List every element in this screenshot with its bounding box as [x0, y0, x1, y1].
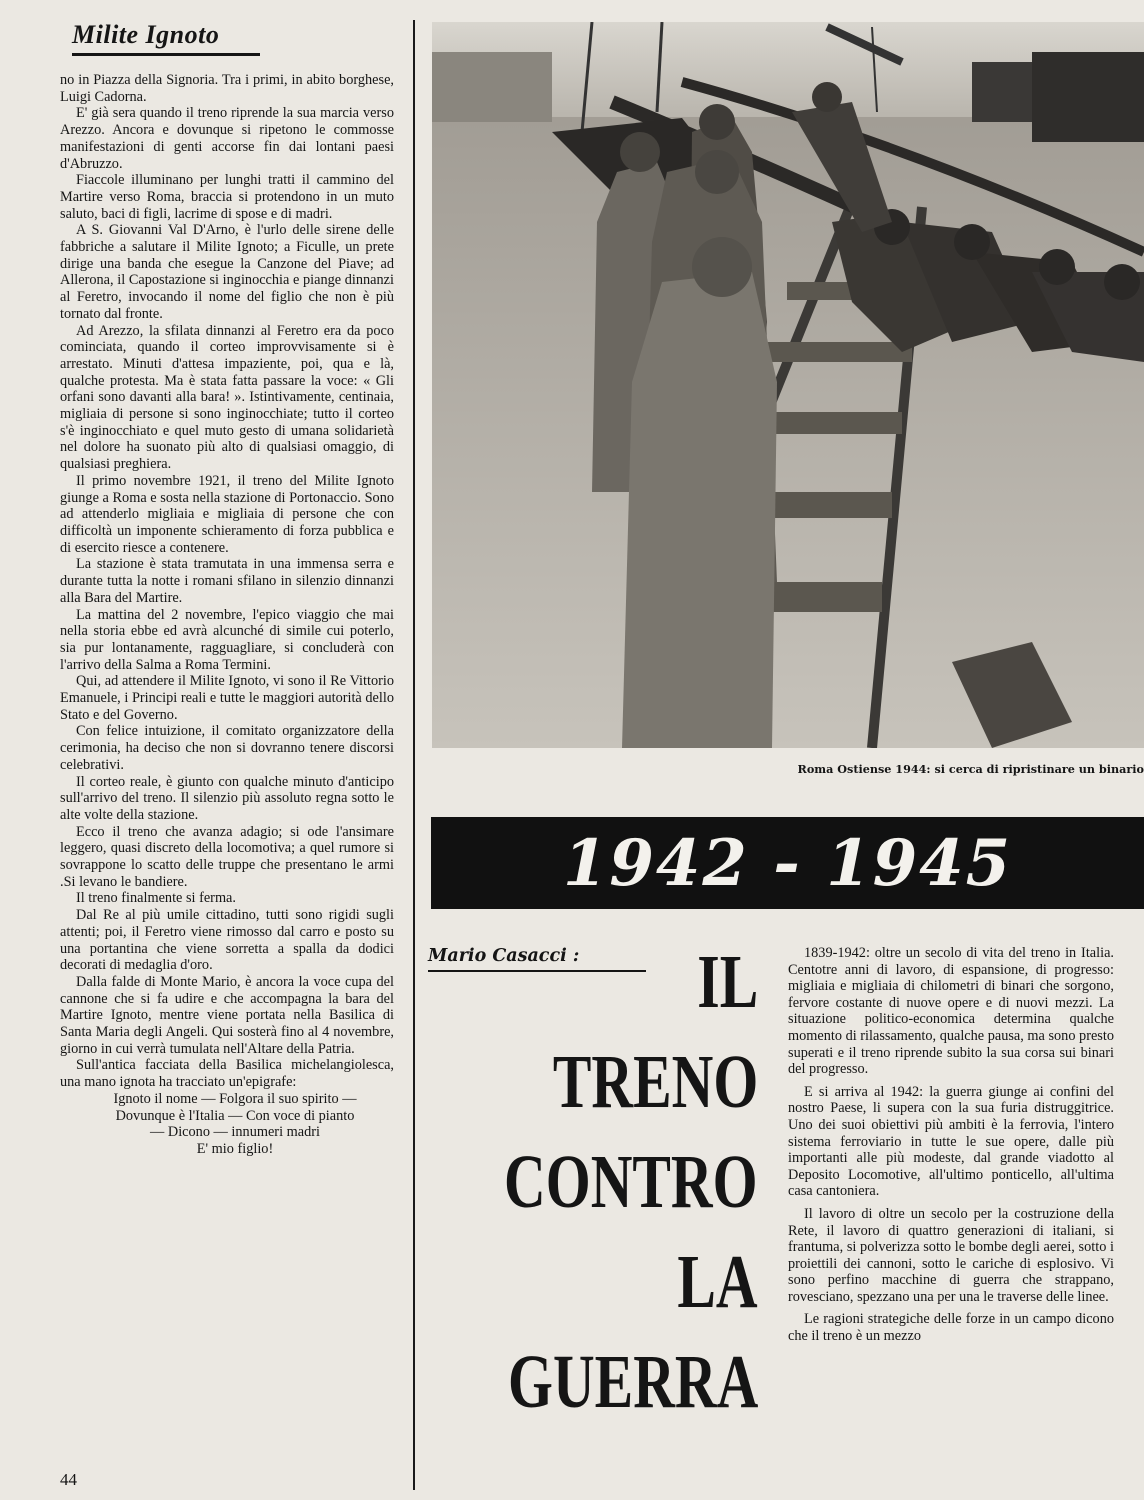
- left-paragraph: Qui, ad attendere il Milite Ignoto, vi sono il Re Vittorio Emanuele, i Principi reali e tutte le maggiori autorità dello Stato e del Governo.: [60, 673, 394, 723]
- column-divider: [413, 20, 415, 1490]
- left-paragraph: A S. Giovanni Val D'Arno, è l'urlo delle sirene delle fabbriche a salutare il Milite Ignoto; a Ficulle, un prete dirige una banda che esegue la Canzone del Piave; ad Allerona, il Capostazione si inginocchia e piange dinnanzi al Feretro, invocando il nome del figlio che non è più tornato dal fronte.: [60, 222, 394, 322]
- page-number: 44: [60, 1470, 77, 1489]
- epigraph: [60, 1091, 394, 1158]
- left-paragraph: La stazione è stata tramutata in una immensa serra e durante tutta la notte i romani sfilano in silenzio dinnanzi alla Bara del Martire.: [60, 556, 394, 606]
- section-title-underline: [72, 53, 260, 56]
- epigraph-line: Ignoto il nome — Folgora il suo spirito —: [113, 1090, 357, 1107]
- railway-workers-photo: [432, 22, 1144, 748]
- left-paragraph: Il corteo reale, è giunto con qualche minuto d'anticipo sull'arrivo del treno. Il silenzio più assoluto regna sotto le alte volte della stazione.: [60, 773, 394, 823]
- right-paragraph: 1839-1942: oltre un secolo di vita del treno in Italia. Centotre anni di lavoro, di espansione, di progresso: migliaia e migliaia di chilometri di binari che sorgono, fervore costante di nuove opere e di nuovi mezzi. La situazione politico-economica determina qualche momento di rilassamento, qualche pausa, ma sono presto superati e il treno riprende subito la sua corsa sui binari del progresso.: [788, 945, 1114, 1078]
- left-paragraph: Sull'antica facciata della Basilica michelangiolesca, una mano ignota ha tracciato un'epigrafe:: [60, 1057, 394, 1091]
- left-paragraph: Ad Arezzo, la sfilata dinnanzi al Feretro era da poco cominciata, quando il corteo improvvisamente si è arrestato. Minuti d'attesa impaziente, poi, qua e là, qualche protesta. Ma è stata fatta passare la voce: « Gli orfani sono davanti alla bara! ». Istintivamente, centinaia, migliaia di persone si sono inginocchiate; tutto il corteo s'è inginocchiato e quel muto gesto di umana solidarietà nel dolore ha suonato più alto di qualsiasi omaggio, di qualsiasi preghiera.: [60, 322, 394, 473]
- left-paragraph: Dalla falde di Monte Mario, è ancora la voce cupa del cannone che si fa udire e che accompagna la bara del Martire Ignoto, mentre viene portata nella Basilica di Santa Maria degli Angeli. Qui sosterà fino al 4 novembre, giorno in cui verrà tumulata nell'Altare della Patria.: [60, 973, 394, 1057]
- headline-line: IL: [696, 940, 758, 1024]
- right-paragraph: Il lavoro di oltre un secolo per la costruzione della Rete, il lavoro di quattro generazioni di italiani, si frantuma, si polverizza sotto le bombe degli aerei, sotto i proiettili dei cannoni, sotto le cariche di esplosivo. Vi sono perfino macchine di guerra che strappano, rovesciano, spezzano una per una le traverse delle linee.: [788, 1205, 1114, 1305]
- headline-line: TRENO: [552, 1040, 758, 1124]
- author-byline: Mario Casacci :: [428, 946, 580, 966]
- right-paragraph: E si arriva al 1942: la guerra giunge ai confini del nostro Paese, li supera con la sua furia distruggitrice. Uno dei suoi obiettivi più ambiti è la ferrovia, l'intero sistema ferroviario in tutte le sue opere, dalle più importanti alle più modeste, dal grande viadotto al Deposito Locomotive, all'ultimo ponticello, all'ultima casa cantoniera.: [788, 1083, 1114, 1200]
- left-paragraph: La mattina del 2 novembre, l'epico viaggio che mai nella storia ebbe ed avrà alcunché di simile cui poterlo, sia pur lontanamente, ragguagliare, si concluderà con l'arrivo della Salma a Roma Termini.: [60, 606, 394, 673]
- photo-illustration: [432, 22, 1144, 748]
- year-banner: 1942 - 1945: [431, 817, 1144, 909]
- section-title: Milite Ignoto: [72, 20, 220, 49]
- epigraph-line: — Dicono — innumeri madri: [150, 1124, 320, 1141]
- left-paragraph: Il primo novembre 1921, il treno del Milite Ignoto giunge a Roma e sosta nella stazione di Portonaccio. Sono ad attenderlo migliaia e migliaia di persone che con difficoltà un imponente schieramento di forza pubblica e di esercito riesce a contenere.: [60, 472, 394, 556]
- left-paragraph: Fiaccole illuminano per lunghi tratti il cammino del Martire verso Roma, braccia si protendono in un muto saluto, baci di figli, lacrime di spose e di madri.: [60, 172, 394, 222]
- right-paragraph: Le ragioni strategiche delle forze in un campo dicono che il treno è un mezzo: [788, 1311, 1114, 1345]
- author-underline: [428, 970, 646, 972]
- left-paragraph: Il treno finalmente si ferma.: [76, 890, 236, 907]
- epigraph-line: E' mio figlio!: [196, 1141, 274, 1157]
- right-article-column: [788, 945, 1114, 1351]
- left-paragraph: Dal Re al più umile cittadino, tutti sono rigidi sugli attenti; poi, il Feretro viene rimosso dal carro e posto su una portantina che viene sorretta a spalla da dodici decorati di medaglia d'oro.: [60, 907, 394, 974]
- headline-line: GUERRA: [507, 1340, 758, 1424]
- left-paragraph: Con felice intuizione, il comitato organizzatore della cerimonia, ha deciso che non si dovranno tenere discorsi celebrativi.: [60, 723, 394, 773]
- left-paragraph: Ecco il treno che avanza adagio; si ode l'ansimare leggero, quasi discreto della locomotiva; a quel rumore si sovrappone lo scatto delle truppe che presentano le armi .Si levano le bandiere.: [60, 823, 394, 890]
- left-paragraph: no in Piazza della Signoria. Tra i primi, in abito borghese, Luigi Cadorna.: [60, 72, 394, 105]
- headline-line: CONTRO: [504, 1140, 758, 1224]
- headline-line: LA: [677, 1240, 758, 1324]
- photo-caption: Roma Ostiense 1944: si cerca di ripristinare un binario: [797, 762, 1144, 776]
- left-article-column: [60, 72, 394, 1158]
- epigraph-line: Dovunque è l'Italia — Con voce di pianto: [115, 1107, 355, 1124]
- left-paragraph: E' già sera quando il treno riprende la sua marcia verso Arezzo. Ancora e dovunque si ripetono le commosse manifestazioni di genti accorse fin dai lontani paesi d'Abruzzo.: [60, 105, 394, 172]
